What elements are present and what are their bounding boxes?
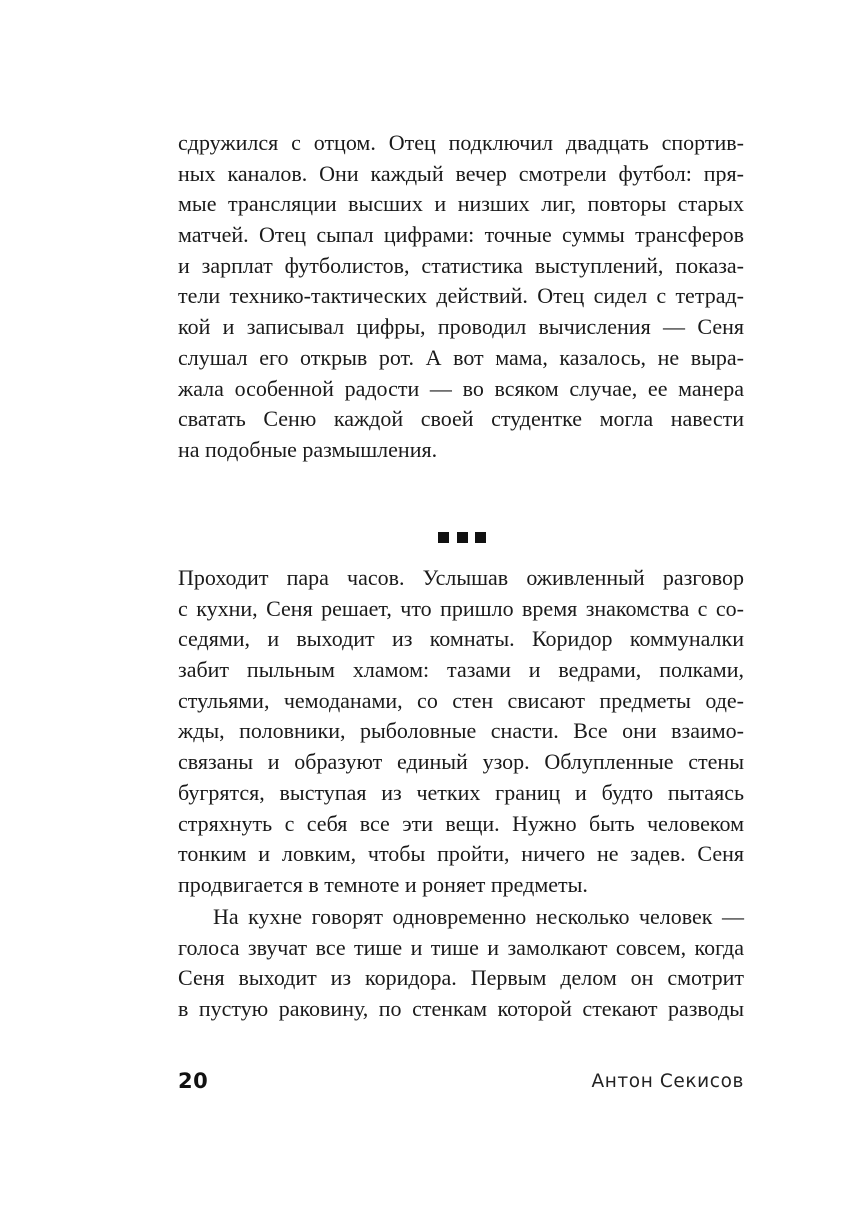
text-line: стряхнуть с себя все эти вещи. Нужно быть человеком: [178, 810, 744, 836]
section-separator: [438, 532, 486, 544]
text-line: На кухне говорят одновременно несколько человек —: [213, 904, 744, 929]
text-line: с кухни, Сеня решает, что пришло время знакомства с со-: [178, 595, 744, 621]
paragraph-1: [178, 128, 744, 466]
separator-square-icon: [475, 532, 486, 543]
text-line: на подобные размышления.: [178, 436, 438, 462]
text-line: матчей. Отец сыпал цифрами: точные суммы трансферов: [178, 222, 744, 248]
text-line: продвигается в темноте и роняет предметы.: [178, 871, 588, 897]
text-line: седями, и выходит из комнаты. Коридор коммуналки: [178, 626, 744, 652]
text-line: тели технико-тактических действий. Отец сидел с тетрад-: [178, 283, 744, 309]
text-line: стульями, чемоданами, со стен свисают предметы оде-: [178, 687, 744, 713]
text-line: сдружился с отцом. Отец подключил двадцать спортив-: [178, 130, 744, 155]
text-line: тонким и ловким, чтобы пройти, ничего не задев. Сеня: [178, 841, 744, 867]
text-line: мые трансляции высших и низших лиг, повторы старых: [178, 191, 744, 217]
separator-square-icon: [457, 532, 468, 543]
text-line: и зарплат футболистов, статистика выступлений, показа-: [178, 252, 744, 278]
paragraph-2: [178, 563, 744, 901]
text-line: Сеня выходит из коридора. Первым делом он смотрит: [178, 965, 744, 991]
page-number: 20: [178, 1069, 209, 1093]
text-line: сватать Сеню каждой своей студентке могла навести: [178, 406, 744, 432]
text-line: жала особенной радости — во всяком случае, ее манера: [178, 375, 744, 401]
running-footer-author: Антон Секисов: [591, 1071, 744, 1092]
paragraph-3: [178, 902, 744, 1025]
text-line: связаны и образуют единый узор. Облупленные стены: [178, 749, 744, 775]
text-line: слушал его открыв рот. А вот мама, казалось, не выра-: [178, 344, 744, 370]
text-line: в пустую раковину, по стенкам которой стекают разводы: [178, 996, 744, 1022]
text-line: голоса звучат все тише и тише и замолкают совсем, когда: [178, 934, 744, 960]
text-line: забит пыльным хламом: тазами и ведрами, полками,: [178, 657, 744, 683]
text-line: Проходит пара часов. Услышав оживленный разговор: [178, 565, 744, 590]
text-line: ных каналов. Они каждый вечер смотрели футбол: пря-: [178, 160, 744, 186]
separator-square-icon: [438, 532, 449, 543]
text-line: жды, половники, рыболовные снасти. Все они взаимо-: [178, 718, 744, 744]
text-line: кой и записывал цифры, проводил вычисления — Сеня: [178, 314, 744, 340]
text-line: бугрятся, выступая из четких границ и будто пытаясь: [178, 779, 744, 805]
